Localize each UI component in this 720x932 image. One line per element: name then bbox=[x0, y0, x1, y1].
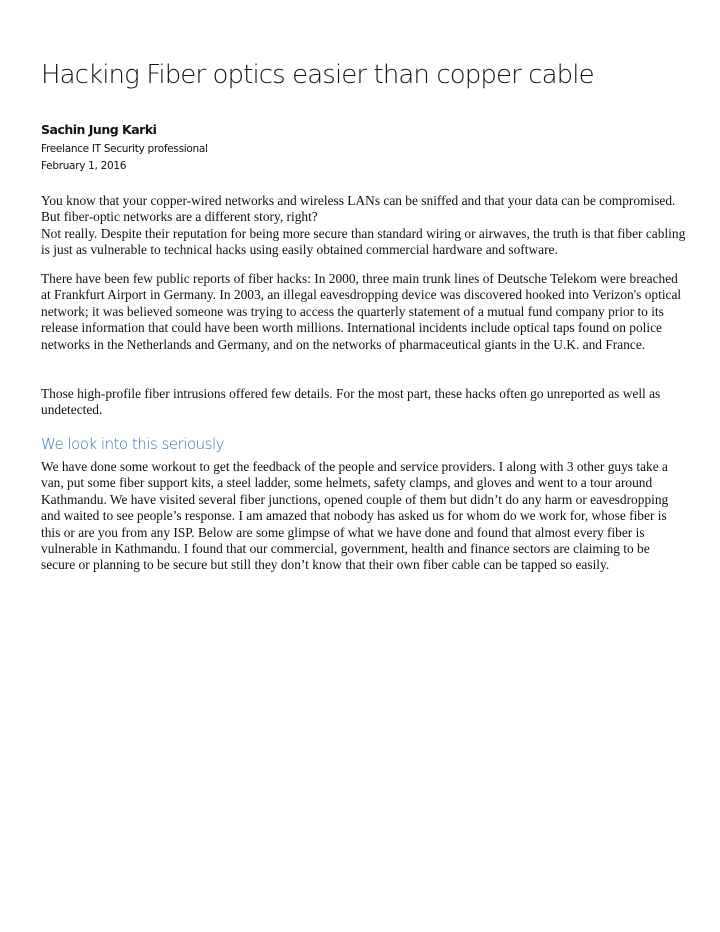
publication-date: February 1, 2016 bbox=[41, 160, 127, 172]
paragraph-workout: We have done some workout to get the feedback of the people and service providers. I along with 3 other guys take a van, put some fiber support kits, a steel ladder, some helmets, safety clamps, and gloves and went to a tour around Kathmandu. We have visited several fiber junctions, opened couple of them but didn’t do any harm or eavesdropping and waited to see people’s response. I am amazed that nobody has asked us for whom do we work for, whose fiber is this or are you from any ISP. Below are some glimpse of what we have done and found that almost every fiber is vulnerable in Kathmandu. I found that our commercial, government, health and finance sectors are claiming to be secure or planning to be secure but still they don’t know that their own fiber cable can be tapped so easily. bbox=[41, 459, 669, 573]
paragraph-intrusions: Those high-profile fiber intrusions offered few details. For the most part, these hacks often go unreported as well as undetected. bbox=[41, 386, 661, 418]
paragraph-intro: You know that your copper-wired networks and wireless LANs can be sniffed and that your data can be compromised. But fiber-optic networks are a different story, right? bbox=[41, 193, 676, 225]
author-name: Sachin Jung Karki bbox=[41, 122, 157, 137]
section-heading: We look into this seriously bbox=[41, 435, 224, 453]
author-role: Freelance IT Security professional bbox=[41, 143, 208, 155]
document-title: Hacking Fiber optics easier than copper cable bbox=[41, 60, 594, 90]
paragraph-not-really: Not really. Despite their reputation for being more secure than standard wiring or airwaves, the truth is that fiber cabling is just as vulnerable to technical hacks using easily obtained commercial hardware and software. bbox=[41, 226, 686, 258]
paragraph-fiber-hacks: There have been few public reports of fiber hacks: In 2000, three main trunk lines of Deutsche Telekom were breached at Frankfurt Airport in Germany. In 2003, an illegal eavesdropping device was discovered hooked into Verizon's optical network; it was believed someone was trying to access the quarterly statement of a mutual fund company prior to its release information that could have been worth millions. International incidents include optical taps found on police networks in the Netherlands and Germany, and on the networks of pharmaceutical giants in the U.K. and France. bbox=[41, 271, 682, 352]
